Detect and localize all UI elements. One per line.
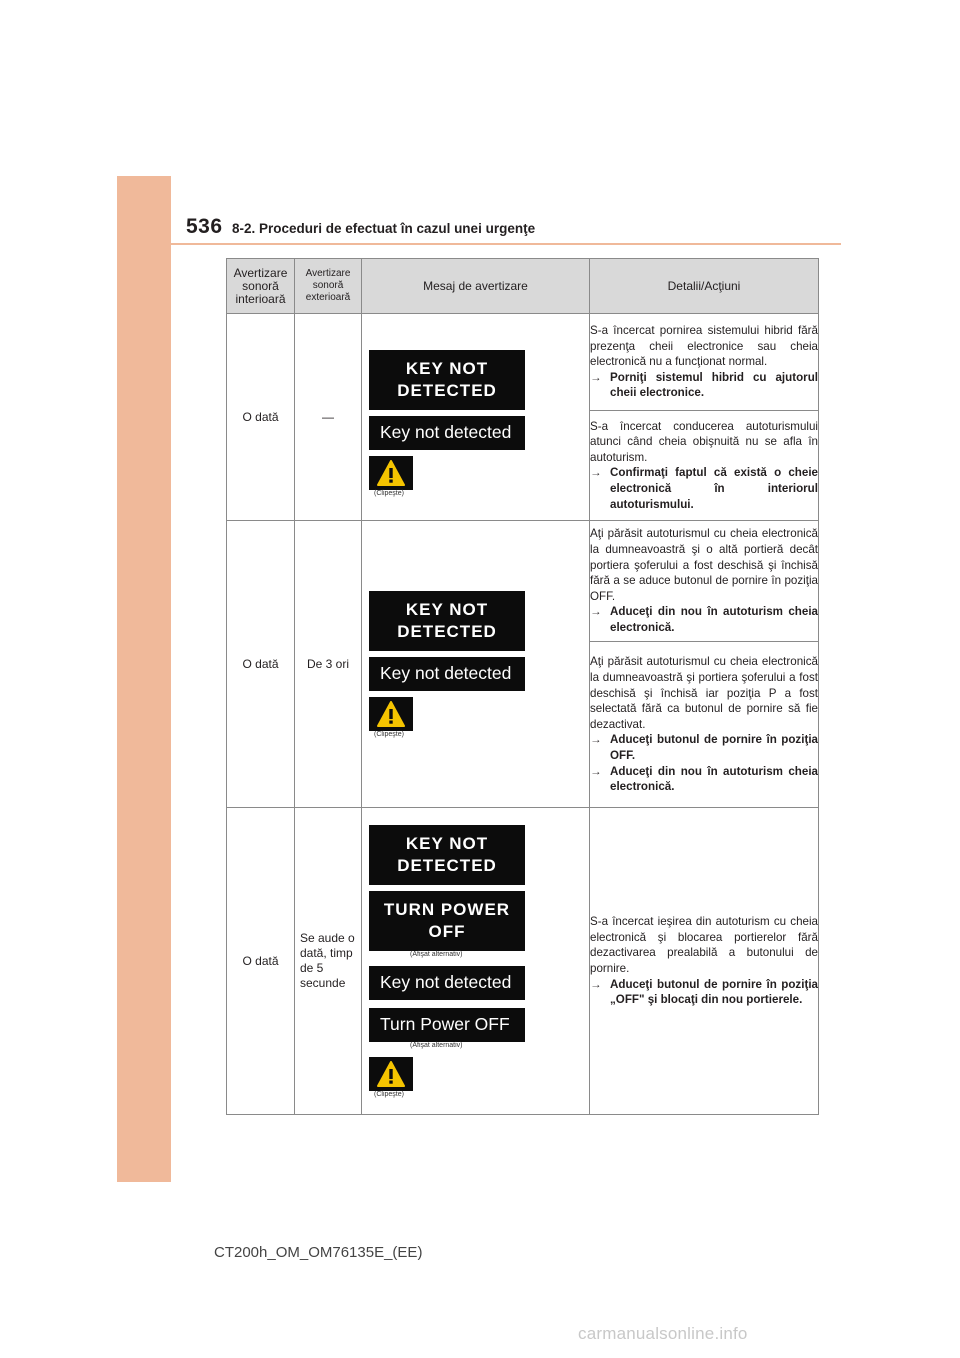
document-code: CT200h_OM_OM76135E_(EE)	[214, 1244, 423, 1261]
arrow-icon: →	[590, 764, 602, 778]
action-item: → Aduceţi din nou în autoturism cheia electronică.	[590, 605, 818, 635]
watermark: carmanualsonline.info	[578, 1324, 748, 1343]
warning-triangle-icon	[377, 1061, 405, 1087]
detail-text: Aţi părăsit autoturismul cu cheia electronică la dumneavoastră şi portiera şoferului a fost deschisă şi închisă iar poziţia P a fost selectată fără ca butonul de pornire să fie dezactivat.	[590, 655, 818, 731]
detail-text: Aţi părăsit autoturismul cu cheia electronică la dumneavoastră şi o altă portieră decât portiera şoferului a fost deschisă şi închisă fără a se aduce butonul de pornire în poziţia OFF.	[590, 527, 818, 603]
arrow-icon: →	[590, 466, 602, 480]
exterior-cell: Se aude o dată, timp de 5 secunde	[295, 808, 362, 1115]
display-key-not-detected-upper: KEY NOT DETECTED	[369, 350, 525, 410]
warning-triangle-icon	[377, 460, 405, 486]
blink-caption: (Clipeşte)	[374, 730, 404, 738]
side-band	[117, 176, 171, 1182]
interior-cell: O dată	[227, 808, 295, 1115]
col-header-interior: Avertizare sonoră interioară	[227, 259, 295, 314]
blink-caption: (Clipeşte)	[374, 489, 404, 497]
warning-display	[369, 1057, 413, 1091]
col-header-message: Mesaj de avertizare	[362, 259, 590, 314]
details-cell	[590, 642, 819, 808]
arrow-icon: →	[590, 977, 602, 991]
warning-display	[369, 456, 413, 490]
warning-triangle-icon	[377, 701, 405, 727]
table-header-row	[227, 259, 819, 314]
interior-cell: O dată	[227, 314, 295, 521]
warning-table	[226, 258, 819, 1115]
alternate-caption: (Afişat alternativ)	[410, 1041, 463, 1049]
message-cell	[362, 521, 590, 808]
blink-caption: (Clipeşte)	[374, 1090, 404, 1098]
page-number: 536	[186, 215, 223, 238]
message-cell	[362, 808, 590, 1115]
action-item: → Aduceţi din nou în autoturism cheia electronică.	[590, 764, 818, 794]
alternate-caption: (Afişat alternativ)	[410, 950, 463, 958]
arrow-icon: →	[590, 370, 602, 384]
exterior-cell: —	[295, 314, 362, 521]
details-cell	[590, 314, 819, 411]
col-header-details: Detalii/Acţiuni	[590, 259, 819, 314]
exterior-cell: De 3 ori	[295, 521, 362, 808]
display-key-not-detected: Key not detected	[369, 416, 525, 450]
header-rule	[171, 243, 841, 245]
detail-text: S-a încercat pornirea sistemului hibrid fără prezenţa cheii electronice sau cheia electronică nu a funcţionat normal.	[590, 323, 818, 369]
details-cell	[590, 808, 819, 1115]
section-title: 8-2. Proceduri de efectuat în cazul unei urgenţe	[232, 221, 536, 236]
display-key-not-detected: Key not detected	[369, 966, 525, 1000]
detail-text: S-a încercat conducerea autoturismului atunci când cheia obişnuită nu se afla în autoturism.	[590, 419, 818, 464]
display-key-not-detected: Key not detected	[369, 657, 525, 691]
action-item: → Porniţi sistemul hibrid cu ajutorul cheii electronice.	[590, 370, 818, 400]
display-key-not-detected-upper: KEY NOT DETECTED	[369, 591, 525, 651]
details-cell	[590, 410, 819, 520]
table-row	[227, 314, 819, 411]
message-cell	[362, 314, 590, 521]
table-row	[227, 521, 819, 642]
display-turn-power-off: Turn Power OFF	[369, 1008, 525, 1042]
interior-cell: O dată	[227, 521, 295, 808]
col-header-exterior: Avertizare sonoră exterioară	[295, 259, 362, 314]
action-item: → Aduceţi butonul de pornire în poziţia „OFF" şi blocaţi din nou portierele.	[590, 977, 818, 1007]
warning-display	[369, 697, 413, 731]
display-key-not-detected-upper: KEY NOT DETECTED	[369, 825, 525, 885]
arrow-icon: →	[590, 605, 602, 619]
display-turn-power-off-upper: TURN POWER OFF	[369, 891, 525, 951]
table-row	[227, 808, 819, 1115]
action-item: → Confirmaţi faptul că există o cheie electronică în interiorul autoturismului.	[590, 466, 818, 511]
details-cell	[590, 521, 819, 642]
arrow-icon: →	[590, 733, 602, 747]
action-item: → Aduceţi butonul de pornire în poziţia OFF.	[590, 733, 818, 762]
detail-text: S-a încercat ieşirea din autoturism cu cheia electronică şi blocarea portierelor fără dezactivarea prealabilă a butonului de pornire.	[590, 915, 818, 975]
